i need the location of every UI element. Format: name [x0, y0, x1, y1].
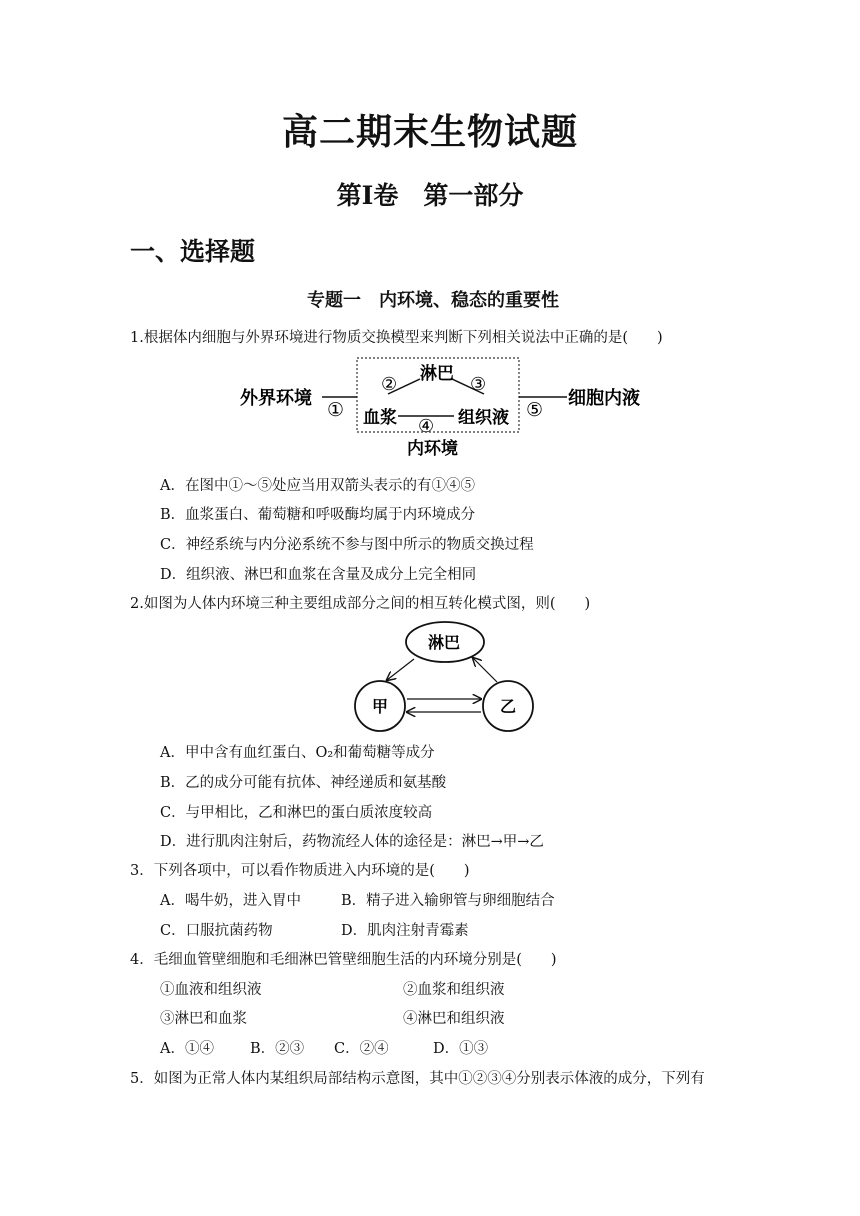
- q2-option-d: D．进行肌肉注射后，药物流经人体的途径是：淋巴→甲→乙: [160, 834, 544, 850]
- q1-option-d: D．组织液、淋巴和血浆在含量及成分上完全相同: [160, 567, 477, 583]
- question-4-stem: 4．毛细血管壁细胞和毛细淋巴管壁细胞生活的内环境分别是( ): [130, 952, 557, 968]
- lymph-node-label: 淋巴: [428, 633, 461, 652]
- marker-3: ③: [470, 374, 487, 395]
- q1-option-a: A．在图中①～⑤处应当用双箭头表示的有①④⑤: [160, 478, 475, 494]
- q4-answer-a: A．①④: [160, 1041, 214, 1057]
- internal-environment-label: 内环境: [407, 439, 458, 459]
- q4-answer-b: B．②③: [250, 1041, 305, 1057]
- q3-option-c: C．口服抗菌药物: [160, 923, 273, 939]
- jia-node-label: 甲: [372, 697, 389, 716]
- q3-option-a: A．喝牛奶，进入胃中: [160, 893, 301, 909]
- marker-2: ②: [381, 374, 398, 395]
- question-5-stem: 5．如图为正常人体内某组织局部结构示意图，其中①②③④分别表示体液的成分，下列有: [130, 1071, 705, 1087]
- marker-5: ⑤: [526, 399, 544, 421]
- q4-item-3: ③淋巴和血浆: [160, 1011, 247, 1027]
- q4-answer-d: D．①③: [433, 1041, 489, 1057]
- q2-option-c: C．与甲相比，乙和淋巴的蛋白质浓度较高: [160, 805, 433, 821]
- q1-option-c: C．神经系统与内分泌系统不参与图中所示的物质交换过程: [160, 537, 534, 553]
- arrow-yi-to-lymph: [473, 658, 497, 682]
- question-2-stem: 2.如图为人体内环境三种主要组成部分之间的相互转化模式图，则( ): [130, 596, 591, 612]
- q4-item-2: ②血浆和组织液: [403, 982, 505, 998]
- q4-item-1: ①血液和组织液: [160, 982, 262, 998]
- q4-answer-c: C．②④: [334, 1041, 389, 1057]
- topic-heading: 专题一 内环境、稳态的重要性: [307, 290, 559, 311]
- page-title: 高二期末生物试题: [281, 111, 578, 153]
- plasma-label: 血浆: [363, 408, 397, 428]
- q1-option-b: B．血浆蛋白、葡萄糖和呼吸酶均属于内环境成分: [160, 507, 476, 523]
- cell-fluid-label: 细胞内液: [568, 388, 640, 409]
- tissue-fluid-label: 组织液: [458, 408, 509, 428]
- marker-4: ④: [418, 416, 435, 437]
- lymph-label: 淋巴: [420, 364, 454, 384]
- marker-1: ①: [327, 399, 345, 421]
- q4-item-4: ④淋巴和组织液: [403, 1011, 505, 1027]
- q3-option-b: B．精子进入输卵管与卵细胞结合: [341, 893, 555, 909]
- yi-node-label: 乙: [500, 697, 517, 716]
- question-3-stem: 3．下列各项中，可以看作物质进入内环境的是( ): [130, 863, 470, 879]
- q2-option-a: A．甲中含有血红蛋白、O₂和葡萄糖等成分: [160, 745, 435, 761]
- arrow-lymph-to-jia: [387, 659, 414, 680]
- q2-option-b: B．乙的成分可能有抗体、神经递质和氨基酸: [160, 775, 447, 791]
- q3-option-d: D．肌肉注射青霉素: [341, 923, 469, 939]
- question-1-stem: 1.根据体内细胞与外界环境进行物质交换模型来判断下列相关说法中正确的是( ): [130, 330, 663, 346]
- page-subtitle: 第Ⅰ卷 第一部分: [336, 181, 524, 210]
- body-fluid-conversion-diagram: [352, 618, 542, 736]
- section-heading: 一、选择题: [130, 237, 256, 266]
- internal-environment-diagram: [230, 352, 660, 462]
- outer-environment-label: 外界环境: [240, 388, 312, 409]
